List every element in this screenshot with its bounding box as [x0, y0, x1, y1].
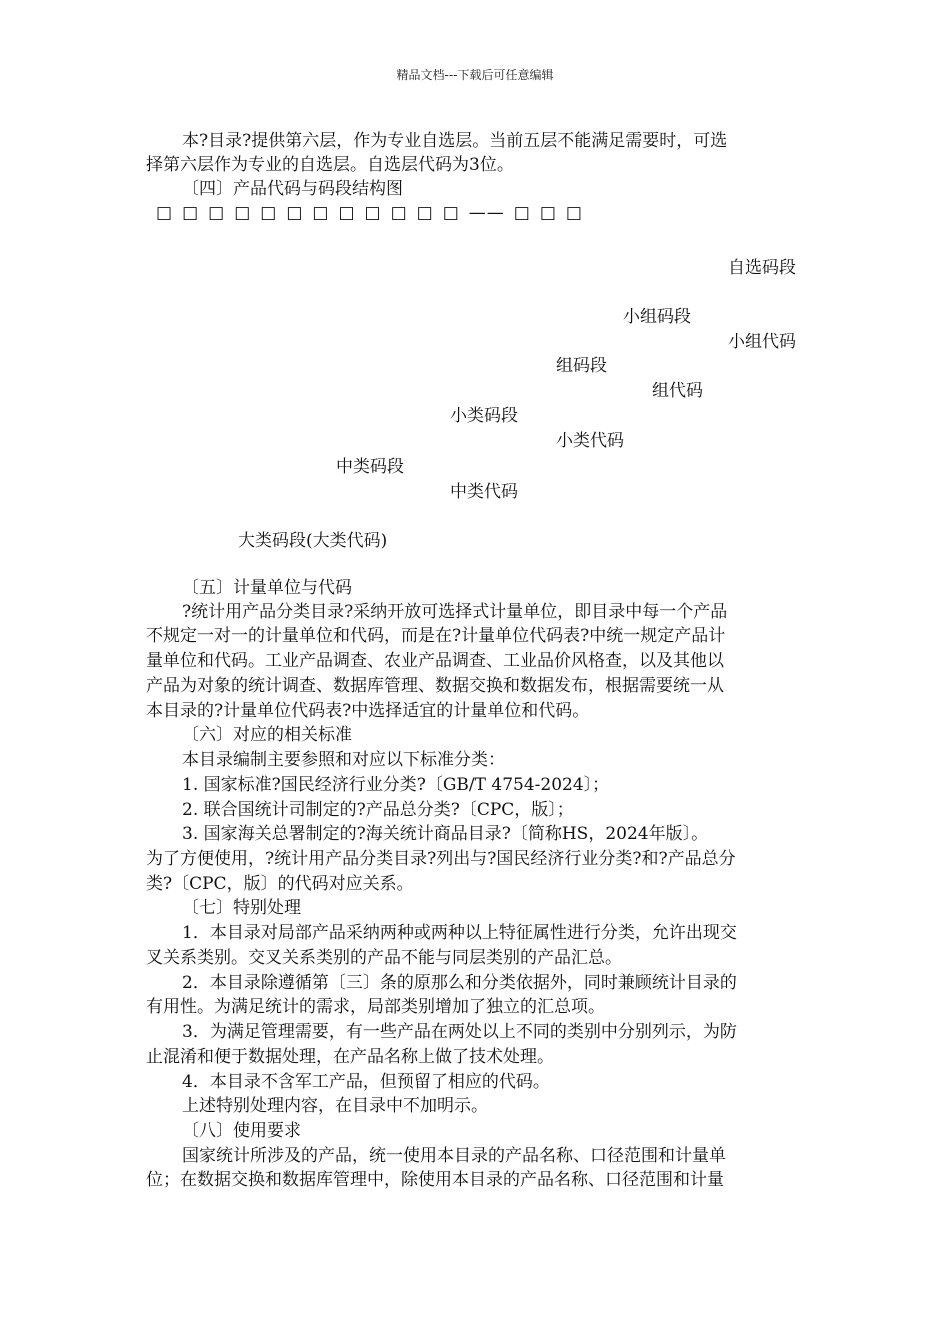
section-6-line: 为了方便使用，?统计用产品分类目录?列出与?国民经济行业分类?和?产品总分 [146, 849, 736, 869]
section-7-line: 有用性。为满足统计的需求，局部类别增加了独立的汇总项。 [146, 997, 605, 1017]
code-box: □ [312, 203, 330, 223]
label-major-segment: 大类码段(大类代码) [238, 531, 388, 551]
section-5-line: 产品为对象的统计调查、数据库管理、数据交换和数据发布，根据需要统一从 [146, 676, 724, 696]
section-7-line: 2．本目录除遵循第〔三〕条的原那么和分类依据外，同时兼顾统计目录的 [182, 973, 737, 993]
code-box: □ [364, 203, 382, 223]
section-6-line: 1. 国家标准?国民经济行业分类?〔GB/T 4754-2024〕； [182, 775, 610, 795]
section-5-line: ?统计用产品分类目录?采纳开放可选择式计量单位，即目录中每一个产品 [182, 602, 728, 622]
section-4-title: 〔四〕产品代码与码段结构图 [182, 179, 403, 199]
label-subgroup-code: 小组代码 [728, 332, 796, 352]
code-box: □ [390, 203, 408, 223]
code-box: □ [260, 203, 278, 223]
section-7-line: 4．本目录不含军工产品，但预留了相应的代码。 [182, 1072, 550, 1092]
section-8-title: 〔八〕使用要求 [182, 1121, 301, 1141]
section-5-title: 〔五〕计量单位与代码 [182, 578, 352, 598]
code-box: □ [182, 203, 200, 223]
section-8-line: 位；在数据交换和数据库管理中，除使用本目录的产品名称、口径范围和计量 [146, 1170, 724, 1190]
page-header: 精品文档---下载后可任意编辑 [396, 68, 554, 82]
label-middle-code: 中类代码 [450, 482, 518, 502]
section-7-line: 叉关系类别。交叉关系类别的产品不能与同层类别的产品汇总。 [146, 948, 622, 968]
label-optional-segment: 自选码段 [728, 258, 796, 278]
section-6-line: 3. 国家海关总署制定的?海关统计商品目录?〔简称HS，2024年版〕。 [182, 824, 709, 844]
code-box: □ [338, 203, 356, 223]
label-minor-code: 小类代码 [556, 431, 624, 451]
section-7-line: 上述特别处理内容，在目录中不加明示。 [182, 1096, 488, 1116]
section-6-line: 本目录编制主要参照和对应以下标准分类： [182, 750, 505, 770]
code-box: □ [513, 203, 531, 223]
section-6-line: 2. 联合国统计司制定的?产品总分类?〔CPC，版〕； [182, 800, 574, 820]
section-5-line: 本目录的?计量单位代码表?中选择适宜的计量单位和代码。 [146, 701, 590, 721]
label-group-code: 组代码 [652, 381, 703, 401]
label-minor-segment: 小类码段 [450, 406, 518, 426]
code-dash: —— [468, 203, 505, 223]
label-middle-segment: 中类码段 [336, 457, 404, 477]
code-box: □ [234, 203, 252, 223]
code-box: □ [416, 203, 434, 223]
section-7-line: 1．本目录对局部产品采纳两种或两种以上特征属性进行分类，允许出现交 [182, 923, 737, 943]
code-box: □ [208, 203, 226, 223]
intro-line-1: 本?目录?提供第六层，作为专业自选层。当前五层不能满足需要时，可选 [182, 131, 728, 151]
code-structure-boxes [156, 203, 592, 223]
section-7-line: 3．为满足管理需要，有一些产品在两处以上不同的类别中分别列示，为防 [182, 1022, 737, 1042]
section-5-line: 不规定一对一的计量单位和代码，而是在?计量单位代码表?中统一规定产品计 [146, 626, 726, 646]
section-6-title: 〔六〕对应的相关标准 [182, 725, 352, 745]
section-5-line: 量单位和代码。工业产品调查、农业产品调查、工业品价风格查，以及其他以 [146, 651, 724, 671]
section-8-line: 国家统计所涉及的产品，统一使用本目录的产品名称、口径范围和计量单 [182, 1146, 726, 1166]
code-box: □ [565, 203, 583, 223]
label-group-segment: 组码段 [556, 356, 607, 376]
code-box: □ [156, 203, 174, 223]
label-subgroup-segment: 小组码段 [623, 307, 691, 327]
section-6-line: 类?〔CPC，版〕的代码对应关系。 [146, 874, 414, 894]
code-box: □ [286, 203, 304, 223]
section-7-line: 止混淆和便于数据处理，在产品名称上做了技术处理。 [146, 1047, 554, 1067]
intro-line-2: 择第六层作为专业的自选层。自选层代码为3位。 [146, 155, 514, 175]
code-box: □ [539, 203, 557, 223]
section-7-title: 〔七〕特别处理 [182, 898, 301, 918]
code-box: □ [442, 203, 460, 223]
